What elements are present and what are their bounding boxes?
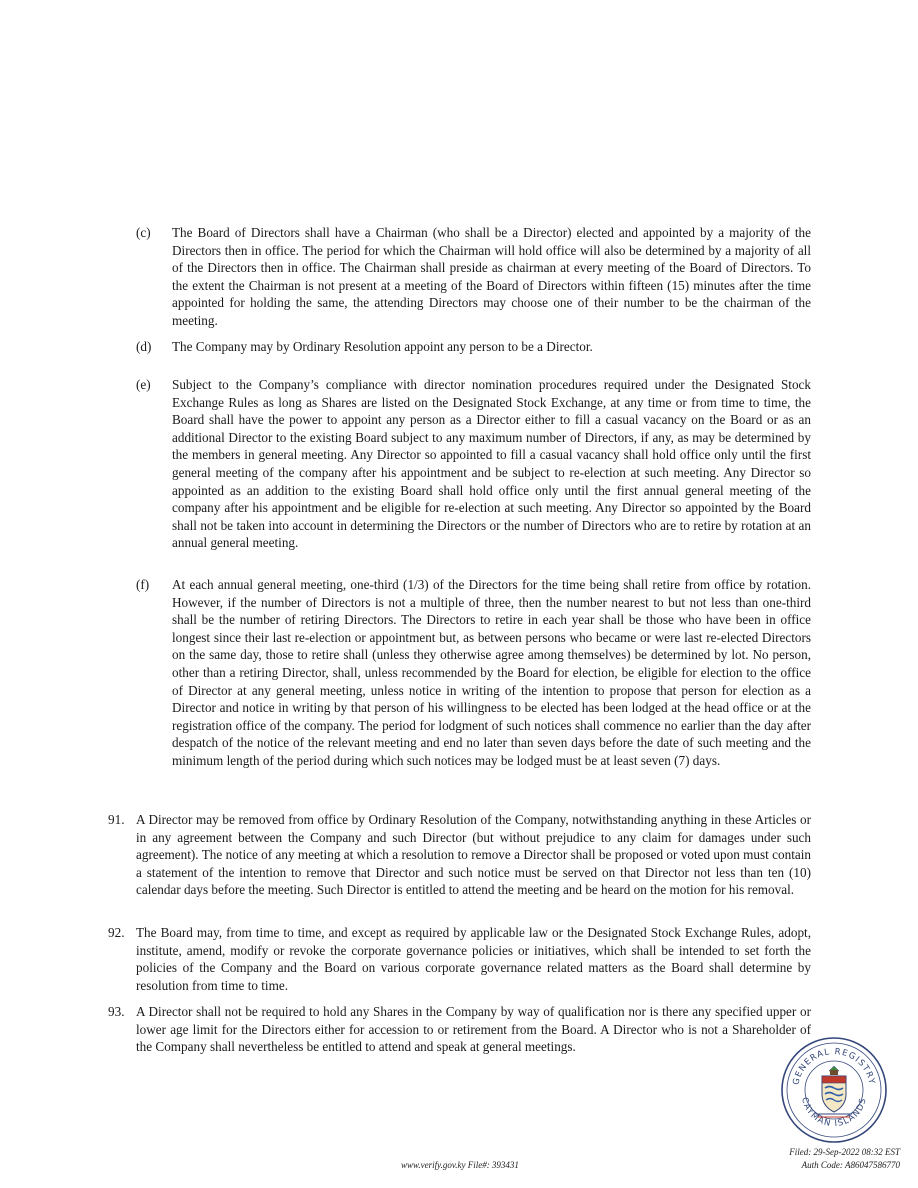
article-92-text: The Board may, from time to time, and except as required by applicable law or the Designated Stock Exchange Rules, adopt, institute, amend, modify or revoke the corporate governance policies or initiatives, which shall be intended to set forth the policies of the Company and the Board on various corporate governance related matters as the Board shall determine by resolution from time to time. (136, 925, 811, 993)
article-93-label: 93. (108, 1004, 125, 1019)
filed-date: Filed: 29-Sep-2022 08:32 EST (789, 1147, 900, 1157)
article-91-text: A Director may be removed from office by Ordinary Resolution of the Company, notwithstanding anything in these Articles or in any agreement between the Company and such Director (but without prejudice to any claim for damages under such agreement). The notice of any meeting at which a resolution to remove a Director shall be proposed or voted upon must contain a statement of the intention to remove that Director and such notice must be served on that Director not less than ten (10) calendar days before the meeting. Such Director is entitled to attend the meeting and be heard on the motion for his removal. (136, 812, 811, 898)
verify-footer: www.verify.gov.ky File#: 393431 (401, 1160, 519, 1170)
subsection-c-text: The Board of Directors shall have a Chairman (who shall be a Director) elected and appointed by a majority of the Directors then in office. The period for which the Chairman will hold office will also be determined by a majority of all of the Directors then in office. The Chairman shall preside as chairman at every meeting of the Board of Directors. To the extent the Chairman is not present at a meeting of the Board of Directors within fifteen (15) minutes after the time appointed for holding the same, the attending Directors may choose one of their number to be the chairman of the meeting. (172, 225, 811, 328)
article-92-label: 92. (108, 925, 125, 940)
filing-info (762, 1146, 900, 1172)
seal-top-text: GENERAL REGISTRY (791, 1046, 877, 1086)
article-93-text: A Director shall not be required to hold any Shares in the Company by way of qualification nor is there any specified upper or lower age limit for the Directors either for accession to or retirement from the Board. A Director who is not a Shareholder of the Company shall nevertheless be entitled to attend and speak at general meetings. (136, 1004, 811, 1055)
subsection-c-label: (c) (136, 225, 151, 240)
subsection-e-text: Subject to the Company’s compliance with director nomination procedures required under the Designated Stock Exchange Rules as long as Shares are listed on the Designated Stock Exchange, at any time or from time to time, the Board shall have the power to appoint any person as a Director either to fill a casual vacancy on the Board or as an additional Director to the existing Board subject to any maximum number of Directors, if any, as may be determined by the members in general meeting. Any Director so appointed to fill a casual vacancy shall hold office only until the first general meeting of the company after his appointment and be subject to re-election at such meeting. Any Director so appointed as an addition to the existing Board shall hold office only until the first annual general meeting of the company after his appointment and be eligible for re-election at such meeting. Any Director so appointed by the Board shall not be taken into account in determining the Directors or the number of Directors who are to retire by rotation at an annual general meeting. (172, 377, 811, 551)
seal-bottom-text: CAYMAN ISLANDS (799, 1096, 869, 1130)
general-registry-seal (780, 1036, 888, 1144)
subsection-f-label: (f) (136, 577, 150, 592)
article-91-label: 91. (108, 812, 125, 827)
subsection-f-text: At each annual general meeting, one-third (1/3) of the Directors for the time being shall retire from office by rotation. However, if the number of Directors is not a multiple of three, then the number nearest to but not less than one-third shall be the number of retiring Directors. The Directors to retire in each year shall be those who have been in office longest since their last re-election or appointment but, as between persons who became or were last re-elected Directors on the same day, those to retire shall (unless they otherwise agree among themselves) be determined by lot. No person, other than a retiring Director, shall, unless recommended by the Board for election, be eligible for election to the office of Director at any general meeting, unless notice in writing of the intention to propose that person for election as a Director and notice in writing by that person of his willingness to be elected has been lodged at the head office or at the registration office of the company. The period for lodgment of such notices shall commence no earlier than the day after despatch of the notice of the relevant meeting and end no later than seven days before the date of such meeting and the minimum length of the period during which such notices may be lodged must be at least seven (7) days. (172, 577, 811, 768)
subsection-d-text: The Company may by Ordinary Resolution appoint any person to be a Director. (172, 339, 593, 354)
subsection-d-label: (d) (136, 339, 152, 354)
subsection-e-label: (e) (136, 377, 151, 392)
auth-code: Auth Code: A86047586770 (801, 1160, 900, 1170)
